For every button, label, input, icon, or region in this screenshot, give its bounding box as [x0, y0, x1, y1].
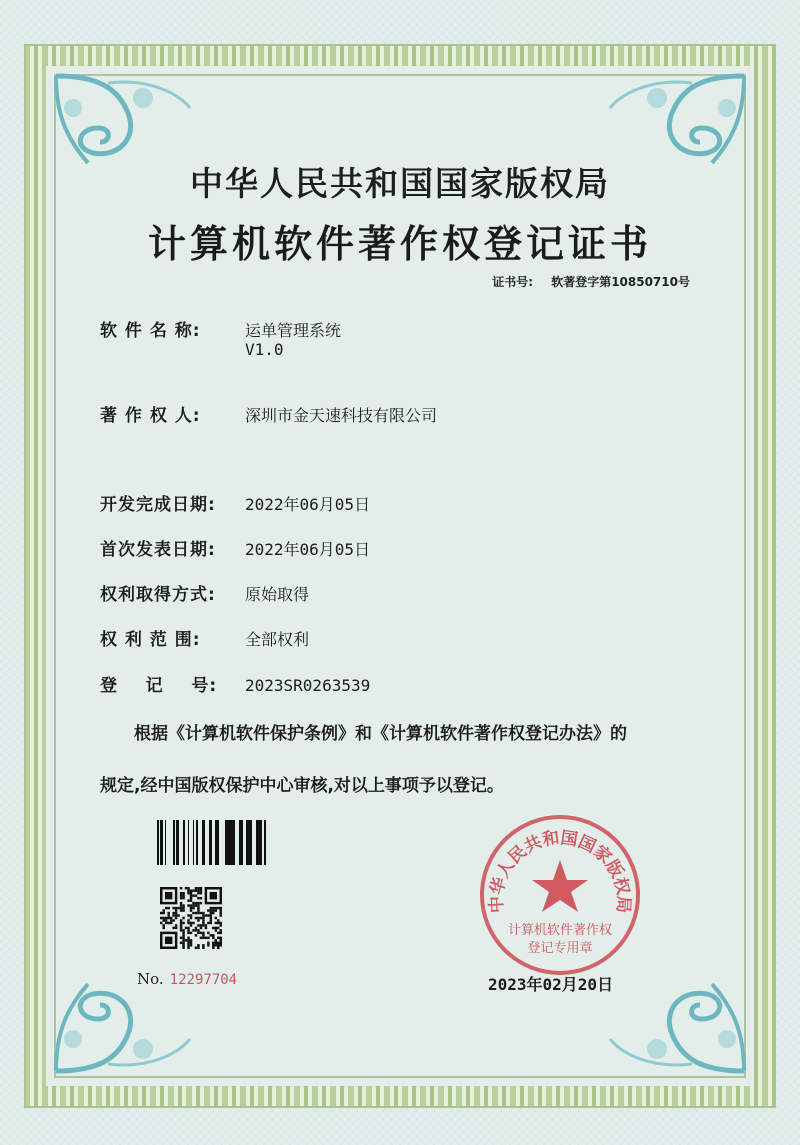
certificate-title: 计算机软件著作权登记证书: [147, 222, 652, 266]
serial-number: [137, 970, 237, 988]
field-registration-number: [100, 671, 370, 696]
seal-inner-line-2: 登记专用章: [527, 941, 593, 956]
serial-number-value: 12297704: [169, 972, 238, 988]
seal-inner-line-1: 计算机软件著作权: [507, 923, 613, 938]
field-value: 深圳市金天速科技有限公司: [245, 406, 438, 425]
field-publication-date: [100, 535, 370, 560]
field-version: V1.0: [245, 340, 284, 359]
official-seal-icon: [475, 810, 645, 980]
serial-number-label: No.: [137, 970, 164, 988]
field-value: 全部权利: [245, 630, 310, 649]
field-label: 软 件 名 称:: [100, 321, 201, 341]
field-label: 著 作 权 人:: [100, 406, 201, 426]
field-label: 开发完成日期:: [100, 495, 216, 515]
seal-outer-text: 中华人民共和国国家版权局: [486, 828, 634, 914]
certification-statement: [100, 708, 710, 812]
field-label: 首次发表日期:: [100, 540, 216, 560]
field-label: 权利取得方式:: [100, 585, 216, 605]
barcode-icon: [157, 820, 270, 865]
field-acquisition-method: [100, 580, 309, 605]
field-value: 2022年06月05日: [245, 540, 371, 559]
qr-code-icon: [160, 887, 222, 949]
field-software-name: [100, 316, 342, 359]
certificate-number-value: 软著登字第10850710号: [551, 275, 690, 289]
statement-line-1: 根据《计算机软件保护条例》和《计算机软件著作权登记办法》的: [134, 724, 627, 744]
statement-line-2: 规定,经中国版权保护中心审核,对以上事项予以登记。: [100, 776, 504, 796]
field-completion-date: [100, 490, 370, 515]
field-rights-scope: [100, 625, 309, 650]
field-value: 原始取得: [245, 585, 310, 604]
field-copyright-owner: [100, 401, 437, 426]
field-label: 权 利 范 围:: [100, 630, 201, 650]
issuer-title: 中华人民共和国国家版权局: [190, 164, 610, 203]
certificate-number-label: 证书号:: [492, 275, 533, 289]
field-value: 2022年06月05日: [245, 495, 371, 514]
field-value: 2023SR0263539: [245, 676, 371, 695]
certificate-number: [492, 273, 690, 290]
issue-date: 2023年02月20日: [488, 975, 614, 994]
field-label: 登 记 号:: [100, 676, 218, 696]
field-value: 运单管理系统: [245, 321, 342, 340]
